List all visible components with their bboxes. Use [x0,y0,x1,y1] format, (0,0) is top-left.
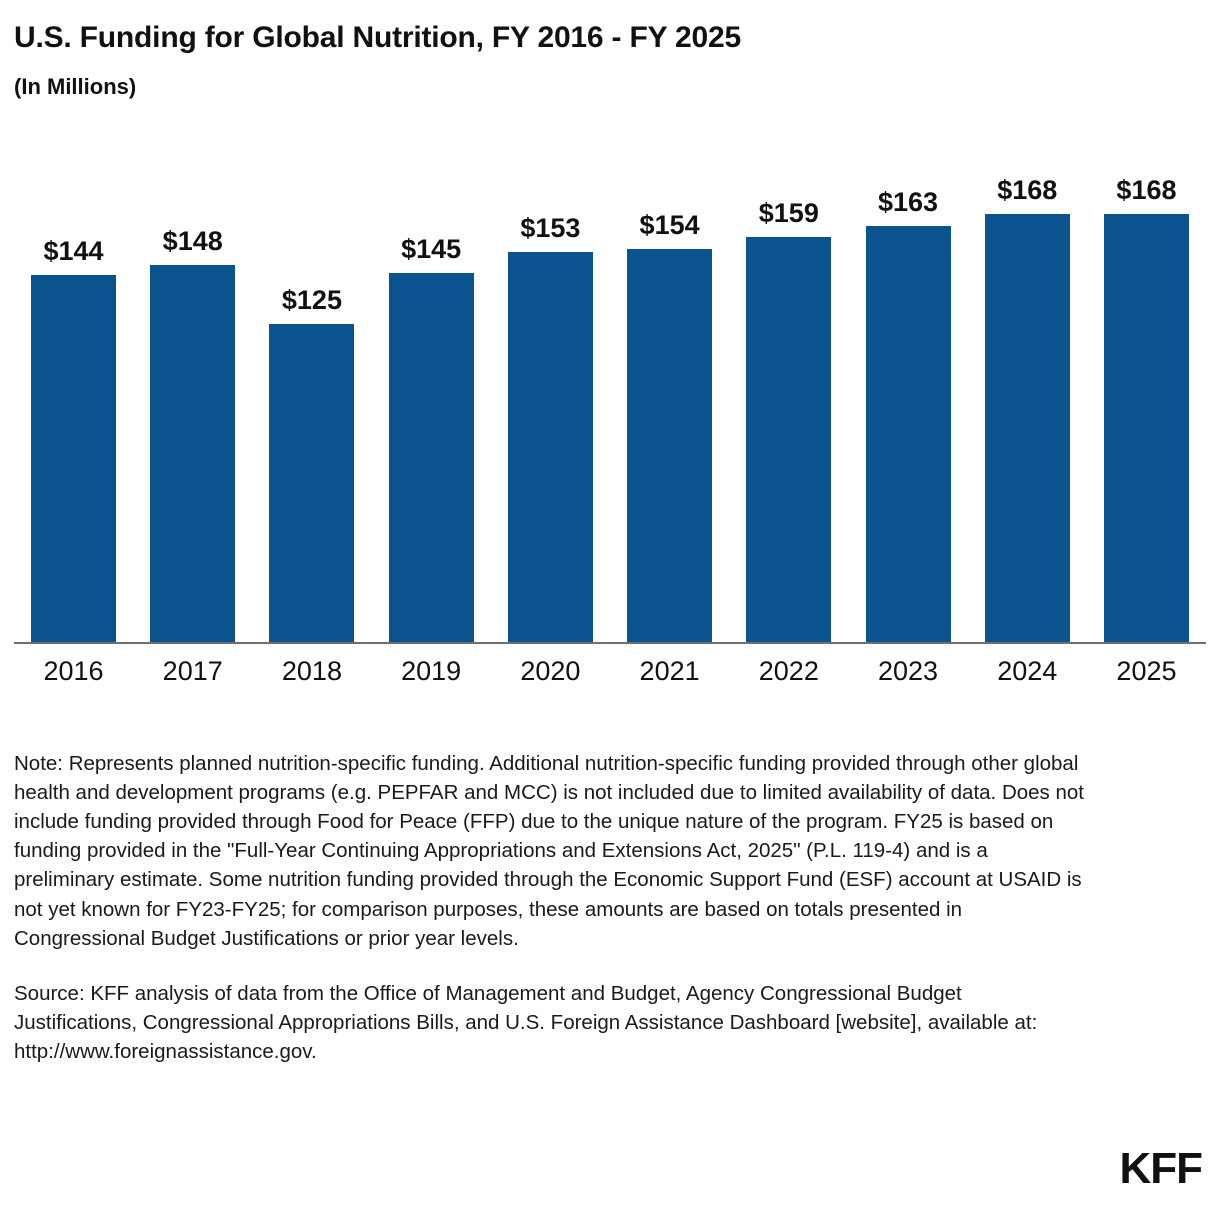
bar-value-label: $125 [281,284,342,315]
bar-column [849,124,968,644]
bar-column [1087,124,1206,644]
x-tick-label: 2017 [162,656,223,686]
x-tick-label: 2020 [520,656,581,686]
chart-source: Source: KFF analysis of data from the Office of Management and Budget, Agency Congressional Budget Justifications, Congressional Appropriations Bills, and U.S. Foreign Assistance Dashboard [website], available at: http://www.foreignassistance.gov. [14,981,1038,1063]
bar-value-label: $168 [1116,174,1177,205]
bar-value-label: $168 [997,174,1058,205]
bar-column [968,124,1087,644]
bar-value-label: $163 [877,187,939,218]
x-tick-label: 2019 [401,656,462,686]
x-tick-label: 2022 [758,656,819,686]
bar-value-label: $159 [758,197,819,228]
x-tick-label: 2024 [997,656,1058,686]
x-tick-label: 2023 [877,656,939,686]
bar [866,226,951,644]
bar-value-label: $144 [43,236,104,267]
bar-value-label: $153 [520,213,581,243]
x-tick-label: 2016 [43,656,104,686]
bar [389,273,474,645]
chart-note: Note: Represents planned nutrition-specific funding. Additional nutrition-specific funding provided through other global health and development programs (e.g. PEPFAR and MCC) is not included due to limited availability of data. Does not include funding provided through Food for Peace (FFP) due to the unique nature of the program. FY25 is based on funding provided in the "Full-Year Continuing Appropriations and Extensions Act, 2025" (P.L. 119-4) and is a preliminary estimate. Some nutrition funding provided through the Economic Support Fund (ESF) account at USAID is not yet known for FY23-FY25; for comparison purposes, these amounts are based on totals presented in Congressional Budget Justifications or prior year levels. [14,752,1084,950]
x-axis-line [14,642,1206,644]
bar-value-label: $154 [639,210,700,241]
bar [269,324,354,644]
bar-value-label: $145 [401,233,462,264]
bar-column [372,124,491,644]
bar [746,237,831,644]
bar-column [252,124,371,644]
bar-column [133,124,252,644]
chart-subtitle: (In Millions) [14,74,137,99]
x-tick-label: 2018 [281,656,342,686]
bar-column [610,124,729,644]
page-title: U.S. Funding for Global Nutrition, FY 2016 - FY 2025 [14,21,741,54]
bar-column [14,124,133,644]
kff-logo: KFF [1119,1144,1202,1193]
x-tick-label: 2021 [639,656,700,686]
bar-column [729,124,848,644]
bar [150,265,235,644]
bar-value-label: $148 [162,225,223,256]
bar [627,249,712,644]
x-tick-label: 2025 [1116,656,1177,686]
bar [1104,214,1189,644]
x-axis-tick-labels [14,656,1206,687]
bar [31,275,116,644]
bar-series [14,124,1206,644]
bar [985,214,1070,644]
bar-chart-plot-area [14,124,1206,644]
bar-column [491,124,610,644]
bar [508,252,593,644]
